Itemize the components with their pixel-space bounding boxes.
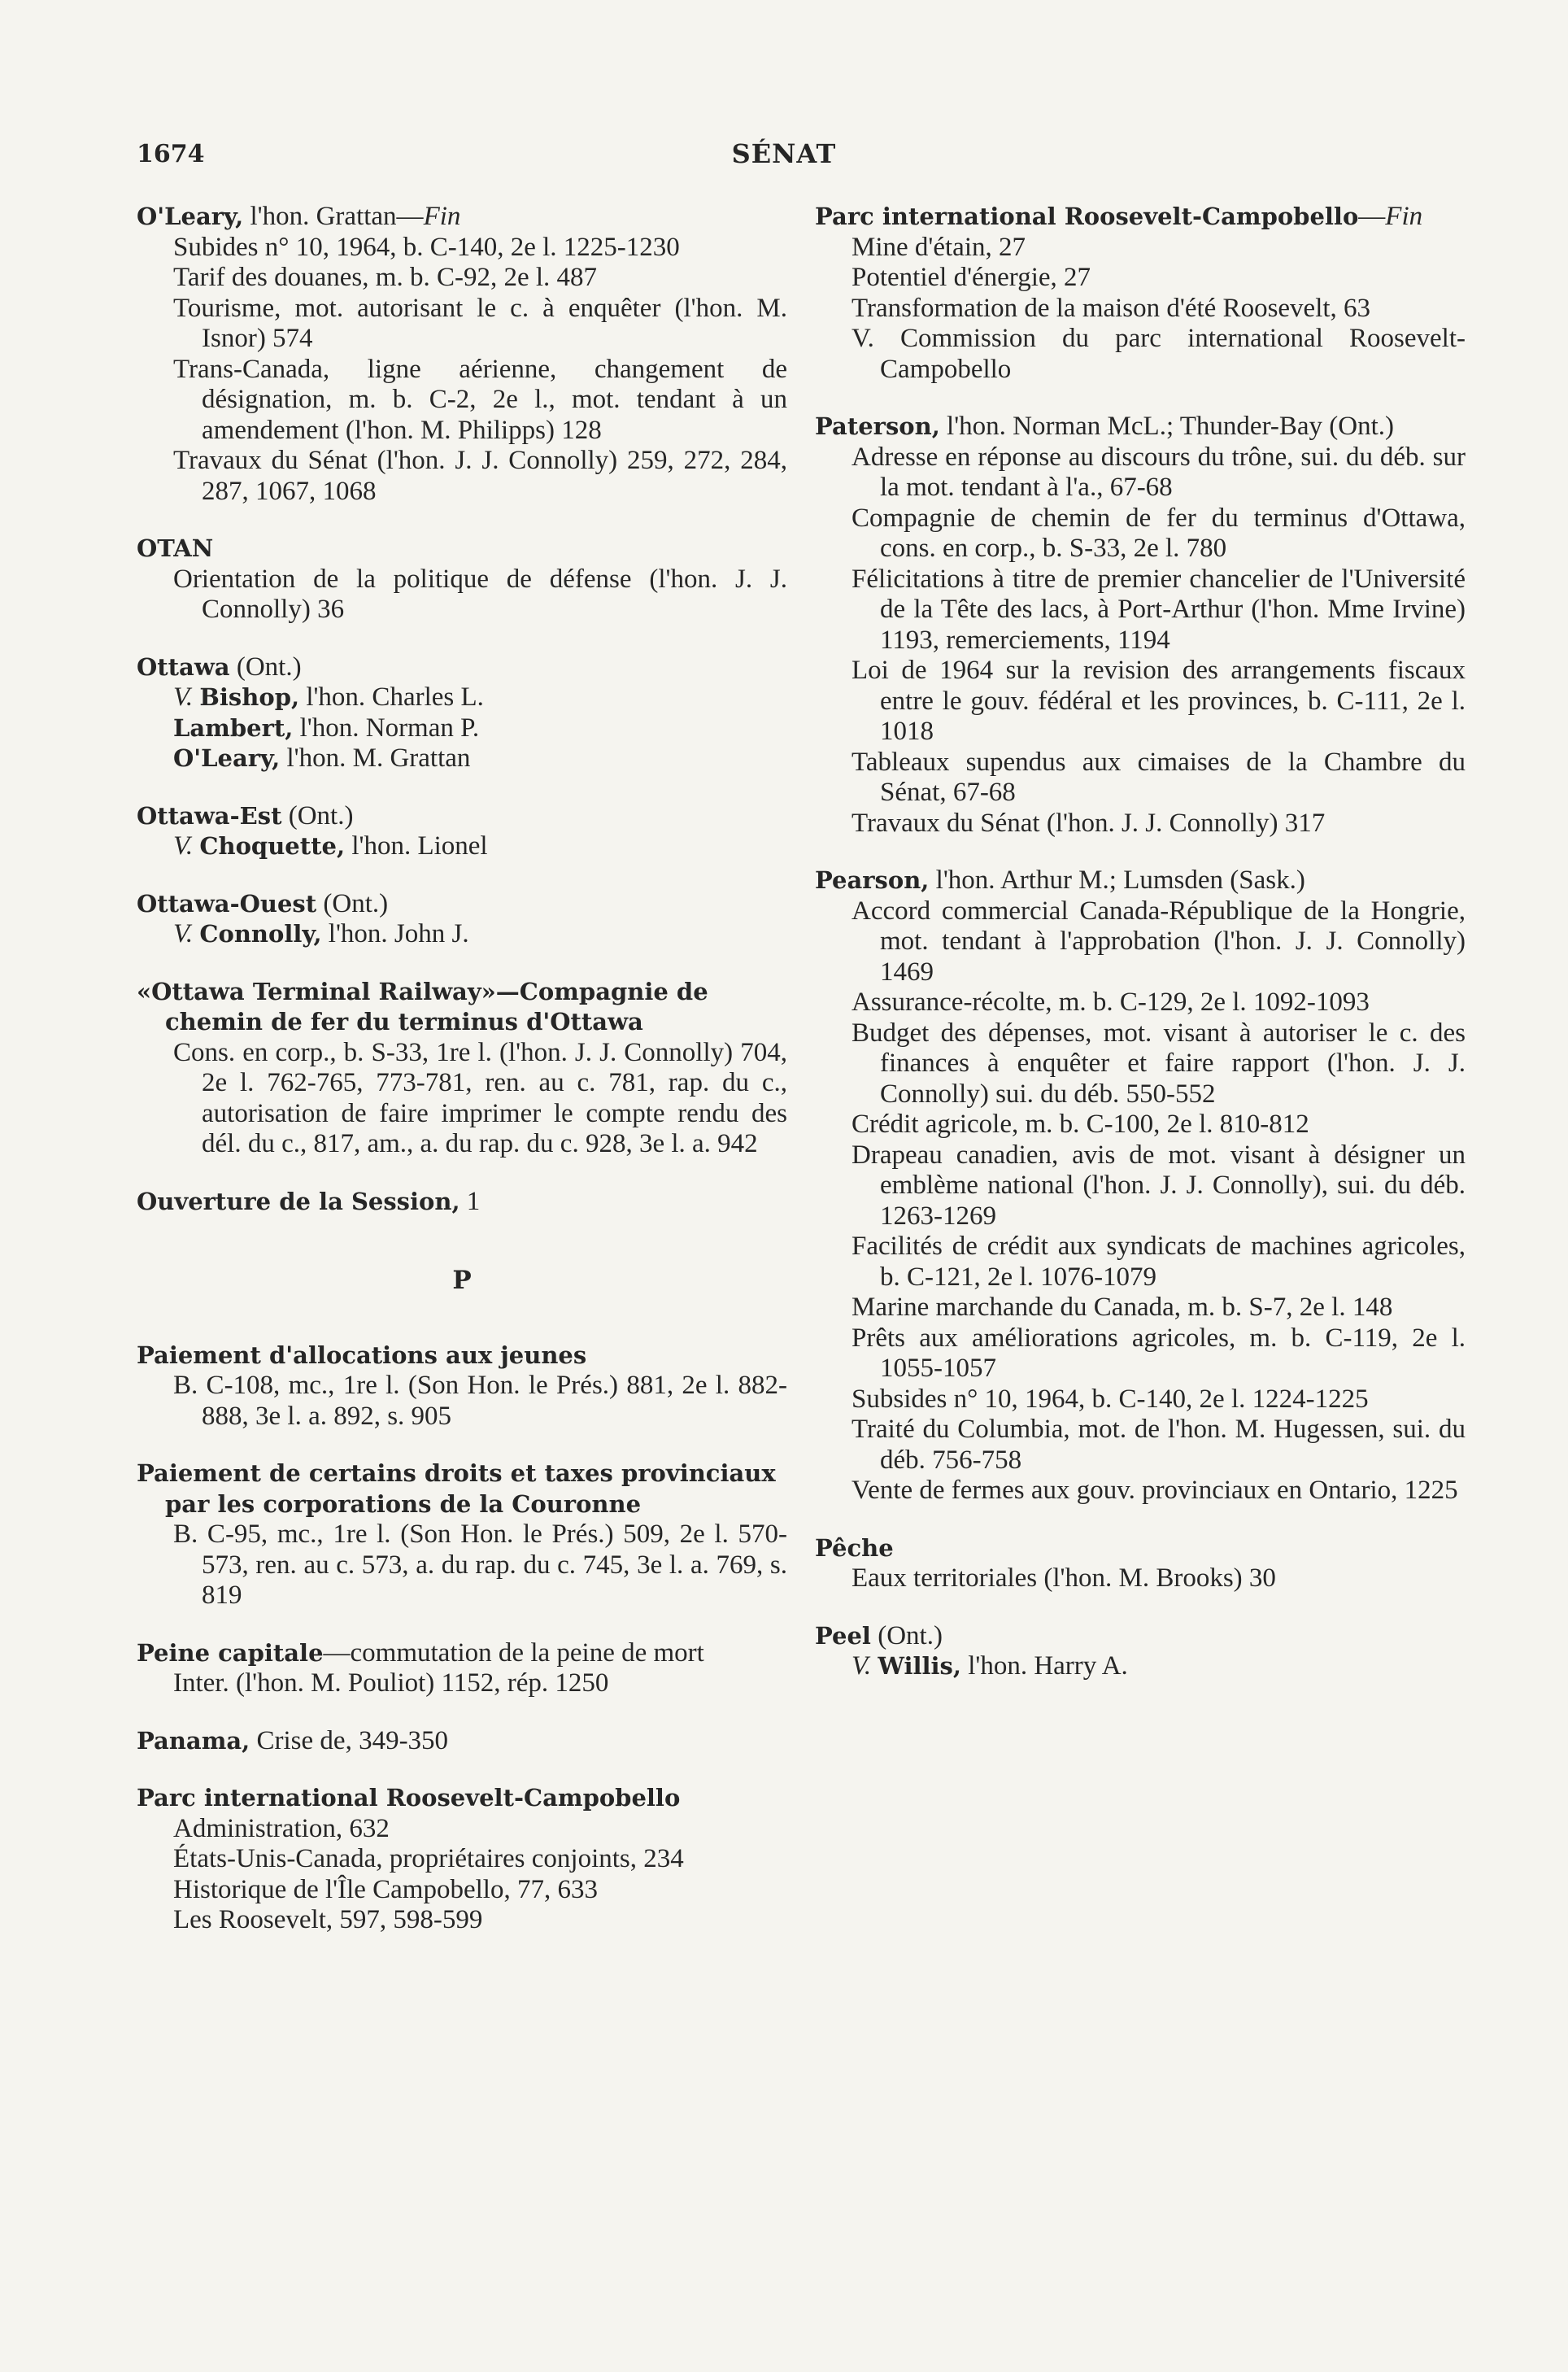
- entry-heading: [815, 1621, 1466, 1652]
- index-entry: [137, 1638, 787, 1699]
- entry-heading-name: Peine capitale: [137, 1638, 324, 1667]
- entry-subitem: Budget des dépenses, mot. visant à autoriser le c. des finances à enquêter et faire rapport (l'hon. J. J. Connolly) sui. du déb. 550-552: [852, 1018, 1466, 1109]
- entry-subitem: Crédit agricole, m. b. C-100, 2e l. 810-812: [852, 1110, 1309, 1139]
- entry-heading: [815, 412, 1466, 443]
- index-entry: [137, 801, 787, 862]
- index-entry: [815, 202, 1466, 385]
- entry-heading-rest: (Ont.): [281, 800, 354, 831]
- entry-subitem: Drapeau canadien, avis de mot. visant à désigner un emblème national (l'hon. J. J. Connolly), sui. du déb. 1263-1269: [852, 1140, 1466, 1231]
- entry-heading-name: Pearson,: [815, 866, 930, 894]
- entry-subitem: Les Roosevelt, 597, 598-599: [173, 1905, 483, 1934]
- entry-subitem: Compagnie de chemin de fer du terminus d'Ottawa, cons. en corp., b. S-33, 2e l. 780: [852, 503, 1466, 563]
- index-entry: [815, 1533, 1466, 1594]
- index-entry: [137, 202, 787, 507]
- entry-heading: [137, 1783, 787, 1814]
- entry-heading-name: Parc international Roosevelt-Campobello: [137, 1784, 681, 1812]
- entry-subitem: Potentiel d'énergie, 27: [852, 263, 1091, 292]
- entry-heading: [137, 889, 787, 920]
- entry-subitem: Vente de fermes aux gouv. provinciaux en Ontario, 1225: [852, 1476, 1458, 1505]
- entry-heading: [137, 1726, 787, 1757]
- entry-heading: [137, 801, 787, 832]
- entry-heading-name: OTAN: [137, 534, 214, 562]
- entry-heading-name: Pêche: [815, 1533, 894, 1562]
- index-entry: [137, 652, 787, 774]
- entry-subitem: Subides n° 10, 1964, b. C-140, 2e l. 1225-1230: [173, 232, 680, 262]
- entry-subitem: Trans-Canada, ligne aérienne, changement de désignation, m. b. C-2, 2e l., mot. tendant à un amendement (l'hon. M. Philipps) 128: [173, 354, 787, 445]
- entry-heading-name: Paiement de certains droits et taxes provinciaux par les corporations de la Couronne: [137, 1459, 776, 1518]
- entry-subitem: Tourisme, mot. autorisant le c. à enquêter (l'hon. M. Isnor) 574: [173, 293, 787, 353]
- entry-subitem: Mine d'étain, 27: [852, 232, 1026, 262]
- index-entry: [137, 1341, 787, 1432]
- entry-subitem: Eaux territoriales (l'hon. M. Brooks) 30: [852, 1563, 1276, 1593]
- entry-heading-name: Paiement d'allocations aux jeunes: [137, 1341, 587, 1369]
- entry-heading: [137, 534, 787, 565]
- entry-heading-rest: l'hon. Grattan—Fin: [243, 202, 461, 231]
- entry-heading: [137, 977, 787, 1038]
- entry-subitem: Administration, 632: [173, 1813, 390, 1843]
- entry-heading: [815, 1533, 1466, 1564]
- entry-subitem: Adresse en réponse au discours du trône, sui. du déb. sur la mot. tendant à l'a., 67-68: [852, 442, 1466, 502]
- entry-subitem: Traité du Columbia, mot. de l'hon. M. Hugessen, sui. du déb. 756-758: [852, 1415, 1466, 1475]
- entry-subitem: Marine marchande du Canada, m. b. S-7, 2e l. 148: [852, 1293, 1393, 1322]
- entry-subitem: Inter. (l'hon. M. Pouliot) 1152, rép. 1250: [173, 1668, 609, 1698]
- entry-heading-rest: Crise de, 349-350: [250, 1725, 449, 1755]
- entry-heading-rest: (Ont.): [229, 652, 302, 682]
- index-entry: [137, 889, 787, 950]
- page-number: 1674: [137, 140, 205, 168]
- entry-subitem: V. Willis, l'hon. Harry A.: [852, 1651, 1128, 1681]
- entry-subitem: Tarif des douanes, m. b. C-92, 2e l. 487: [173, 263, 598, 292]
- index-entry: [815, 1621, 1466, 1682]
- entry-subitem: Orientation de la politique de défense (l'hon. J. J. Connolly) 36: [173, 564, 787, 624]
- entry-heading-rest: 1: [460, 1186, 481, 1216]
- entry-subitem: B. C-108, mc., 1re l. (Son Hon. le Prés.) 881, 2e l. 882-888, 3e l. a. 892, s. 905: [173, 1371, 787, 1431]
- entry-heading-rest: l'hon. Arthur M.; Lumsden (Sask.): [929, 866, 1305, 895]
- entry-heading-rest: (Ont.): [316, 888, 389, 918]
- entry-heading-name: Panama,: [137, 1726, 250, 1755]
- right-column: [815, 202, 1466, 1709]
- entry-heading-rest: (Ont.): [870, 1620, 943, 1650]
- entry-heading: [137, 1187, 787, 1218]
- entry-subitem: Tableaux supendus aux cimaises de la Chambre du Sénat, 67-68: [852, 747, 1466, 807]
- entry-subitem: Subsides n° 10, 1964, b. C-140, 2e l. 1224-1225: [852, 1384, 1369, 1414]
- entry-subitem: Accord commercial Canada-République de la Hongrie, mot. tendant à l'approbation (l'hon. J. J. Connolly) 1469: [852, 896, 1466, 987]
- entry-subitem: V. Bishop, l'hon. Charles L.: [173, 682, 484, 712]
- entry-heading-name: Peel: [815, 1621, 871, 1650]
- entry-heading: [137, 202, 787, 233]
- index-entry: [815, 412, 1466, 839]
- entry-subitem: Félicitations à titre de premier chancelier de l'Université de la Tête des lacs, à Port-Arthur (l'hon. Mme Irvine) 1193, remerciements, 1194: [852, 564, 1466, 655]
- entry-heading: [137, 652, 787, 683]
- entry-subitem: Lambert, l'hon. Norman P.: [173, 713, 480, 743]
- entry-subitem: Transformation de la maison d'été Roosevelt, 63: [852, 293, 1371, 323]
- index-entry: [137, 1187, 787, 1218]
- entry-subitem: Prêts aux améliorations agricoles, m. b. C-119, 2e l. 1055-1057: [852, 1323, 1466, 1383]
- entry-heading-name: Ottawa-Est: [137, 801, 282, 830]
- index-entry: [137, 534, 787, 626]
- entry-subitem: V. Connolly, l'hon. John J.: [173, 919, 469, 948]
- entry-heading-rest: l'hon. Norman McL.; Thunder-Bay (Ont.): [939, 412, 1395, 441]
- entry-subitem: B. C-95, mc., 1re l. (Son Hon. le Prés.) 509, 2e l. 570-573, ren. au c. 573, a. du rap. du c. 745, 3e l. a. 769, s. 819: [173, 1520, 787, 1610]
- index-entry: [137, 1726, 787, 1757]
- entry-subitem: Cons. en corp., b. S-33, 1re l. (l'hon. J. J. Connolly) 704, 2e l. 762-765, 773-781, ren. au c. 781, rap. du c., autorisation de faire imprimer le compte rendu des dél. du c., 817, am., a. du rap. du c. 928, 3e l. a. 942: [173, 1037, 787, 1158]
- entry-heading-rest: —commutation de la peine de mort: [323, 1637, 704, 1668]
- entry-subitem: États-Unis-Canada, propriétaires conjoints, 234: [173, 1844, 684, 1873]
- entry-subitem: Travaux du Sénat (l'hon. J. J. Connolly) 317: [852, 808, 1326, 838]
- entry-subitem: V. Commission du parc international Roosevelt-Campobello: [852, 324, 1466, 384]
- entry-heading-name: «Ottawa Terminal Railway»—Compagnie de chemin de fer du terminus d'Ottawa: [137, 977, 708, 1036]
- entry-subitem: Historique de l'Île Campobello, 77, 633: [173, 1874, 598, 1904]
- entry-subitem: O'Leary, l'hon. M. Grattan: [173, 743, 471, 773]
- entry-subitem: Assurance-récolte, m. b. C-129, 2e l. 1092-1093: [852, 988, 1370, 1017]
- entry-subitem: Travaux du Sénat (l'hon. J. J. Connolly) 259, 272, 284, 287, 1067, 1068: [173, 446, 787, 506]
- section-letter: P: [452, 1266, 472, 1295]
- entry-heading-rest: —Fin: [1358, 202, 1423, 231]
- entry-heading: [137, 1459, 787, 1520]
- entry-heading-name: Ouverture de la Session,: [137, 1187, 460, 1215]
- left-column: [137, 202, 787, 1963]
- entry-heading: [137, 1341, 787, 1371]
- entry-subitem: V. Choquette, l'hon. Lionel: [173, 831, 488, 861]
- index-entry: [815, 866, 1466, 1506]
- entry-subitem: Loi de 1964 sur la revision des arrangements fiscaux entre le gouv. fédéral et les provinces, b. C-111, 2e l. 1018: [852, 656, 1466, 746]
- entry-subitem: Facilités de crédit aux syndicats de machines agricoles, b. C-121, 2e l. 1076-1079: [852, 1232, 1466, 1292]
- entry-heading-name: O'Leary,: [137, 203, 244, 230]
- entry-heading-name: Ottawa: [137, 652, 230, 681]
- entry-heading: [815, 866, 1466, 896]
- index-entry: [137, 1459, 787, 1611]
- index-entry: [137, 1783, 787, 1936]
- entry-heading-name: Ottawa-Ouest: [137, 889, 317, 918]
- running-title: SÉNAT: [731, 138, 837, 169]
- entry-heading-name: Parc international Roosevelt-Campobello: [815, 203, 1359, 230]
- entry-heading: [815, 202, 1466, 233]
- entry-heading-name: Paterson,: [815, 412, 940, 440]
- entry-heading: [137, 1638, 787, 1669]
- index-entry: [137, 977, 787, 1160]
